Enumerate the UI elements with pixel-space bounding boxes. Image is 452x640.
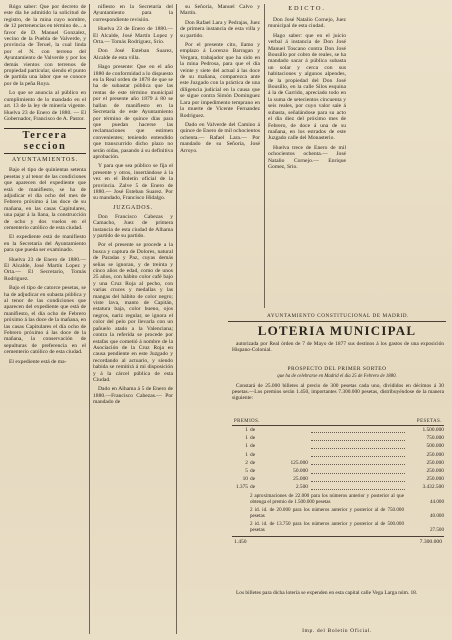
notice-paragraph: Hago saber: que en el juicio verbal á instancia de Don José Manuel Toscano contra Don José Bousillo por cobro de reales, se ha mandado sacar á pública subasta un solar y cerca con sus habitaciones y algunos alpendes, de la propiedad del Don José Bousillo, en la calle Silos esquina á la de Garrido, apreciado todo en la suma de setecientos cincuenta y seis reales, por cuyo valor sale á subasta, señalándose para su acto el día diez del próximo mes de Febrero, de doce á una de su mañana, en los estrados de este Juzgado calle del Monasterio.: [268, 32, 346, 142]
dot-leader: [311, 444, 405, 449]
column-4: [268, 4, 346, 308]
col3-body: [180, 4, 260, 154]
prize-qty: 1: [245, 443, 248, 450]
prize-total: 750.000: [426, 435, 444, 442]
note-value: 44.000: [429, 498, 444, 505]
prize-label: de: [250, 459, 256, 466]
prize-label: de: [250, 451, 256, 458]
notice-paragraph: El expediente está de manifiesto en la Secretaría del Ayuntamiento para que pueda ser examinado.: [4, 234, 86, 254]
prize-qty: 10: [242, 476, 248, 483]
prize-qty: 2: [245, 459, 248, 466]
total-qty: 1.450: [234, 538, 247, 545]
lottery-prospectus: PROSPECTO DEL PRIMER SORTEO: [287, 366, 387, 372]
section-title: Tercera seccion: [4, 128, 86, 154]
col1-body: [4, 167, 86, 365]
prize-label: de: [250, 484, 256, 491]
prize-qty: 1: [245, 435, 248, 442]
prize-label: de: [250, 476, 256, 483]
prize-table: [232, 419, 444, 545]
prize-row: [232, 451, 444, 459]
column-divider: [264, 4, 265, 308]
prize-qty: 5: [245, 468, 248, 475]
prize-total: 250.000: [426, 476, 444, 483]
prize-label: de: [250, 443, 256, 450]
edict-title: EDICTO.: [288, 5, 326, 12]
prize-total: 250.000: [426, 451, 444, 458]
lottery-footer: Los billetes para dicha lotería se expenden en esta capital calle Vega Larga núm. 18.: [236, 590, 418, 596]
notice-paragraph: Por el presente se procede a la busca y captura de Dolores, natural de Paradas y Paz, cuyas demás señas se ignoran, y de treinta y cinco años de edad, como de unos 25 años, con hábito color café bajo y una Cruz Roja al pecho, con varias cruces y medallas y las mangas del hábito de color negro; viste lava, manto de Capitán, estatura baja, color bueno, ojos negros, nariz regular, se ignora el color del pelo por llevarla con un pañuelo atado a la Valenciana; contra la referida se procede por estafas que cometió á nombre de la Asociación de la Cruz Roja en causa pendiente en este Juzgado y recordando al actuario, y siendo habida se remitirá á mi disposición y á la cárcel pública de esta Ciudad.: [93, 242, 173, 383]
prize-rows: [232, 426, 444, 492]
notice-paragraph: Hago presente: Que en el año 1880 de conformidad a lo dispuesto en la Real orden de 1878 de que se ha de subastar pública que las rentas de este término municipal por el presente año 1879 á 80 se hallan de manifiesto en la Secretaría de este Ayuntamiento por término de quince días para que puedan hacerse las reclamaciones que estimen convenientes; teniendo entendido que transcurrido dicho plazo no serán oídas, pasando á su definitiva aprobación.: [93, 64, 173, 160]
note-text: 2 aproximaciones de 22.000 para los números anterior y posterior al que obtenga el premio de 1.500.000 pesetas: [250, 492, 404, 505]
prize-total: 1.500.000: [422, 427, 444, 434]
prize-row: [232, 483, 444, 491]
notice-paragraph: Por el presente cito, llamo y emplazo á Lorenzo Barragan y Vergara, trabajador que ha sido en la mina Pedrosa, para que el día veinte y siete del actual á las doce de su mañana, comparezca ante este Juzgado con la práctica de una diligencia judicial en la causa que se sigue contra Simón Dominguez Lara por impedimento temprano en la muerte de Vicente Fernandez Rodriguez.: [180, 42, 260, 119]
total-value: 7.300.000: [419, 538, 442, 545]
prize-amount: 50.000: [293, 468, 308, 475]
notice-paragraph: nifiesto en la Secretaría del Ayuntamiento para la correspondiente revisión.: [93, 4, 173, 23]
notice-paragraph: Dado en Alhama á 5 de Enero de 1880.—Francisco Cabezas.— Por mandado de: [93, 386, 173, 406]
notice-paragraph: Huelva trece de Enero de mil ochocientos ochenta.— José Natalio Cornejo.— Enrique Gomez, Srio.: [268, 144, 346, 170]
prize-row: [232, 426, 444, 434]
notice-paragraph: Huelva 23 de Enero de 1880.— El Alcalde, José Martín Lopez y Orta.— Tomás Rodriguez, Srio.: [93, 26, 173, 46]
approximation-note: [232, 506, 444, 520]
prize-qty: 1.375: [235, 484, 248, 491]
col2-body: [93, 4, 173, 202]
notice-paragraph: Rúgo saber: Que por decreto de este día he admitido la solicitud de registro, de la mina cuyo nombre, de 12 pertenencias en término de... a favor de D. Manuel Gonzalez, vecino de la Puebla de Valverde, y provincia de Teruel, la cual linda por el N. con terreno del Ayuntamiento de Valverde y por los demás vientos con terrenos de propiedad particular, siendo el punto de partida una labor que se conoce por de la peña Roya.: [4, 4, 86, 87]
ayuntamiento-header: AYUNTAMIENTO CONSTITUCIONAL DE MADRID.: [266, 313, 410, 319]
notice-paragraph: Huelva 23 de Enero de 1880.— El Alcalde, José Martín Lopez y Orta.— El Secretario, Tomás Rodriguez.: [4, 256, 86, 282]
prize-row: [232, 442, 444, 450]
prize-total-row: [232, 536, 444, 545]
column-divider: [89, 4, 90, 634]
subsection-title: AYUNTAMIENTOS.: [11, 157, 79, 164]
dot-leader: [311, 485, 405, 490]
notice-paragraph: Bajo el tipo de catorce pesetas, se ha de adjudicar en subasta pública y al tenor de las condiciones que aparecen del expediente que está de manifiesto, el día ocho de Febrero próximo á las doce de la mañana, en las casas Capitulares el día ocho de Febrero próximo á las doce de la mañana, la conservación de sepulturas de preferencia en el cementerio católico de esta ciudad.: [4, 285, 86, 356]
notice-paragraph: Y para que sea público se fija el presente y otros, insertándose á la vez en el Boletín oficial de la provincia. Zalve 5 de Enero de 1880.— José Esteban Suarez. Por su mandado, Francisco Hidalgo.: [93, 163, 173, 202]
notice-paragraph: Don José Esteban Suarez, Alcalde de esta villa.: [93, 48, 173, 61]
column-3: [180, 4, 260, 308]
lottery-intro: autorizada por Real órden de 7 de Mayo de 1877 sus destinos á los gastos de una exposición Hispano-Colonial.: [232, 341, 444, 353]
prize-row: [232, 459, 444, 467]
lottery-draw-note: que ha de celebrarse en Madrid el día 25 de Febrero de 1880.: [277, 374, 397, 379]
imprint: Imp. del Boletín Oficial.: [302, 628, 372, 634]
notice-paragraph: Don Francisco Cabezas y Camacho, Juez de primera instancia de esta ciudad de Alhama y partido de su partido.: [93, 213, 173, 239]
notice-paragraph: Don José Natalio Cornejo, Juez municipal de esta ciudad.: [268, 17, 346, 30]
prize-label: de: [250, 427, 256, 434]
prize-row: [232, 475, 444, 483]
notice-paragraph: su Señoría, Manuel Calvo y Martín.: [180, 4, 260, 17]
prize-qty: 1: [245, 451, 248, 458]
col2-juzgados: [93, 214, 173, 406]
column-1: [4, 4, 86, 636]
juzgados-title: JUZGADOS.: [113, 204, 153, 211]
prize-qty: 1: [245, 427, 248, 434]
col-header-premios: PREMIOS.: [234, 419, 260, 424]
column-divider: [176, 4, 177, 634]
notice-paragraph: Bajo el tipo de quinientas setenta pesetas y al tenor de las condiciones que aparecen del expediente que está de manifiesto, se ha de adjudicar el día ocho del mes de Febrero próximo á las doce de su mañana, en las casas Capitulares, una pajar á la llana, la construcción de ocho y dos vuelos en el cementerio católico de esta ciudad.: [4, 167, 86, 231]
dot-leader: [311, 428, 405, 433]
prize-amount: 125.000: [290, 459, 308, 466]
notice-paragraph: Don Rafael Lara y Pedrajas, Juez de primera instancia de esta villa y su partido.: [180, 19, 260, 39]
prize-label: de: [250, 468, 256, 475]
prize-row: [232, 434, 444, 442]
notice-paragraph: Lo que se anuncia al público en cumplimiento de lo mandado en el art. 13 de la ley de minería vigente. Huelva 23 de Enero de 1880. — El Gobernador, Francisco de A. Pastor.: [4, 90, 86, 122]
prize-label: de: [250, 435, 256, 442]
prize-total: 250.000: [426, 468, 444, 475]
col4-body: [268, 17, 346, 170]
col-header-pesetas: PESETAS.: [416, 419, 442, 424]
column-2: [93, 4, 173, 636]
prize-notes: [232, 492, 444, 534]
approximation-note: [232, 520, 444, 534]
lottery-title: LOTERIA MUNICIPAL: [257, 323, 417, 338]
prize-row: [232, 467, 444, 475]
dot-leader: [311, 452, 405, 457]
prize-total: 500.000: [426, 443, 444, 450]
lottery-description: Constará de 25.000 billetes al precio de 300 pesetas cada uno, divididos en décimos á 30 pesetas.—Los premios serán 1.450, importantes 7.300.000 pesetas, distribuyéndose de la manera siguiente:: [232, 383, 444, 401]
note-value: 27.500: [429, 526, 444, 533]
dot-leader: [311, 469, 405, 474]
approximation-note: [232, 492, 444, 506]
header-rule: [228, 321, 446, 322]
note-value: 40.000: [429, 512, 444, 519]
note-text: 2 id. id. de 13.750 para los números anterior y posterior al de 500.000 pesetas: [250, 520, 404, 533]
prize-amount: 25.000: [293, 476, 308, 483]
dot-leader: [311, 460, 405, 465]
dot-leader: [311, 436, 405, 441]
note-text: 2 id. id. de 20.000 para los números anterior y posterior al de 750.000 pesetas: [250, 506, 404, 519]
notice-paragraph: El expediente está de ma-: [9, 358, 67, 365]
prize-table-header: [232, 419, 444, 426]
notice-paragraph: Dado en Valverde del Camino á quince de Enero de mil ochocientos ochenta.— Rafael Lara.— Por mandado de su Señoría, José Arroyo.: [180, 121, 260, 154]
prize-total: 3.432.500: [422, 484, 444, 491]
col1-top-notice: [4, 4, 86, 122]
prize-total: 250.000: [426, 459, 444, 466]
prize-amount: 2.500: [295, 484, 308, 491]
dot-leader: [311, 477, 405, 482]
